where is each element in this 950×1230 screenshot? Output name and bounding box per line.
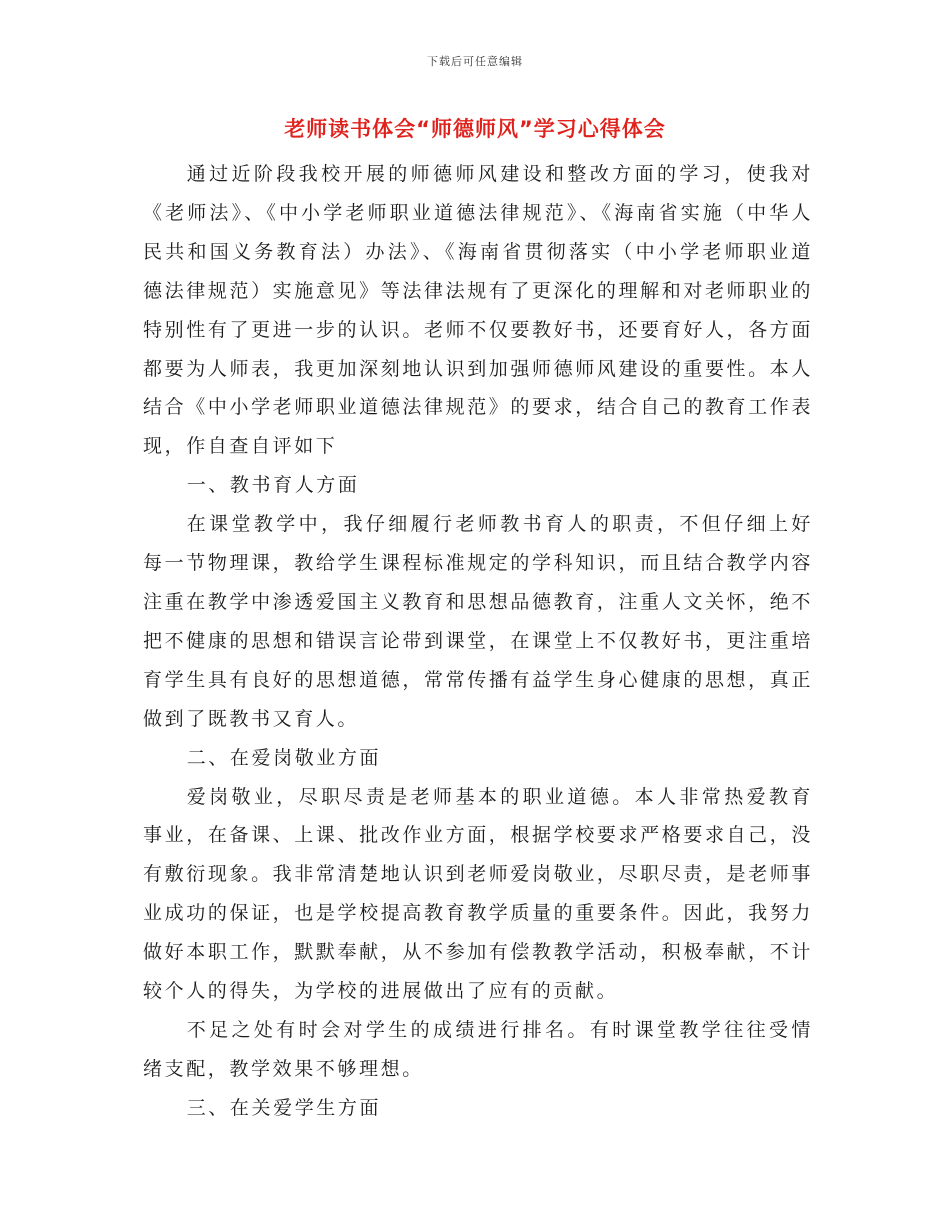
document-body (143, 155, 813, 1128)
section-heading-teaching: 一、教书育人方面 (186, 474, 360, 497)
paragraph-intro: 通过近阶段我校开展的师德师风建设和整改方面的学习，使我对《老师法》、《中小学老师职业道德法律规范》、《海南省实施（中华人民共和国义务教育法）办法》、《海南省贯彻落实（中小学老师职业道德法律规范）实施意见》等法律法规有了更深化的理解和对老师职业的特别性有了更进一步的认识。老师不仅要教好书，还要育好人，各方面都要为人师表，我更加深刻地认识到加强师德师风建设的重要性。本人结合《中小学老师职业道德法律规范》的要求，结合自己的教育工作表现，作自查自评如下 (143, 163, 813, 458)
document-title: 老师读书体会“师德师风”学习心得体会 (284, 117, 666, 141)
paragraph-teaching: 在课堂教学中，我仔细履行老师教书育人的职责，不但仔细上好每一节物理课，教给学生课程标准规定的学科知识，而且结合教学内容注重在教学中渗透爱国主义教育和思想品德教育，注重人文关怀，绝不把不健康的思想和错误言论带到课堂，在课堂上不仅教好书，更注重培育学生具有良好的思想道德，常常传播有益学生身心健康的思想，真正做到了既教书又育人。 (143, 513, 813, 730)
section-heading-caring: 三、在关爱学生方面 (186, 1096, 382, 1119)
paragraph-shortcomings: 不足之处有时会对学生的成绩进行排名。有时课堂教学往往受情绪支配，教学效果不够理想。 (143, 1018, 813, 1080)
section-heading-dedication: 二、在爱岗敬业方面 (186, 746, 382, 769)
header-note: 下载后可任意编辑 (427, 55, 523, 68)
paragraph-dedication: 爱岗敬业，尽职尽责是老师基本的职业道德。本人非常热爱教育事业，在备课、上课、批改作业方面，根据学校要求严格要求自己，没有敷衍现象。我非常清楚地认识到老师爱岗敬业，尽职尽责，是老师事业成功的保证，也是学校提高教育教学质量的重要条件。因此，我努力做好本职工作，默默奉献，从不参加有偿教教学活动，积极奉献，不计较个人的得失，为学校的进展做出了应有的贡献。 (143, 785, 813, 1003)
